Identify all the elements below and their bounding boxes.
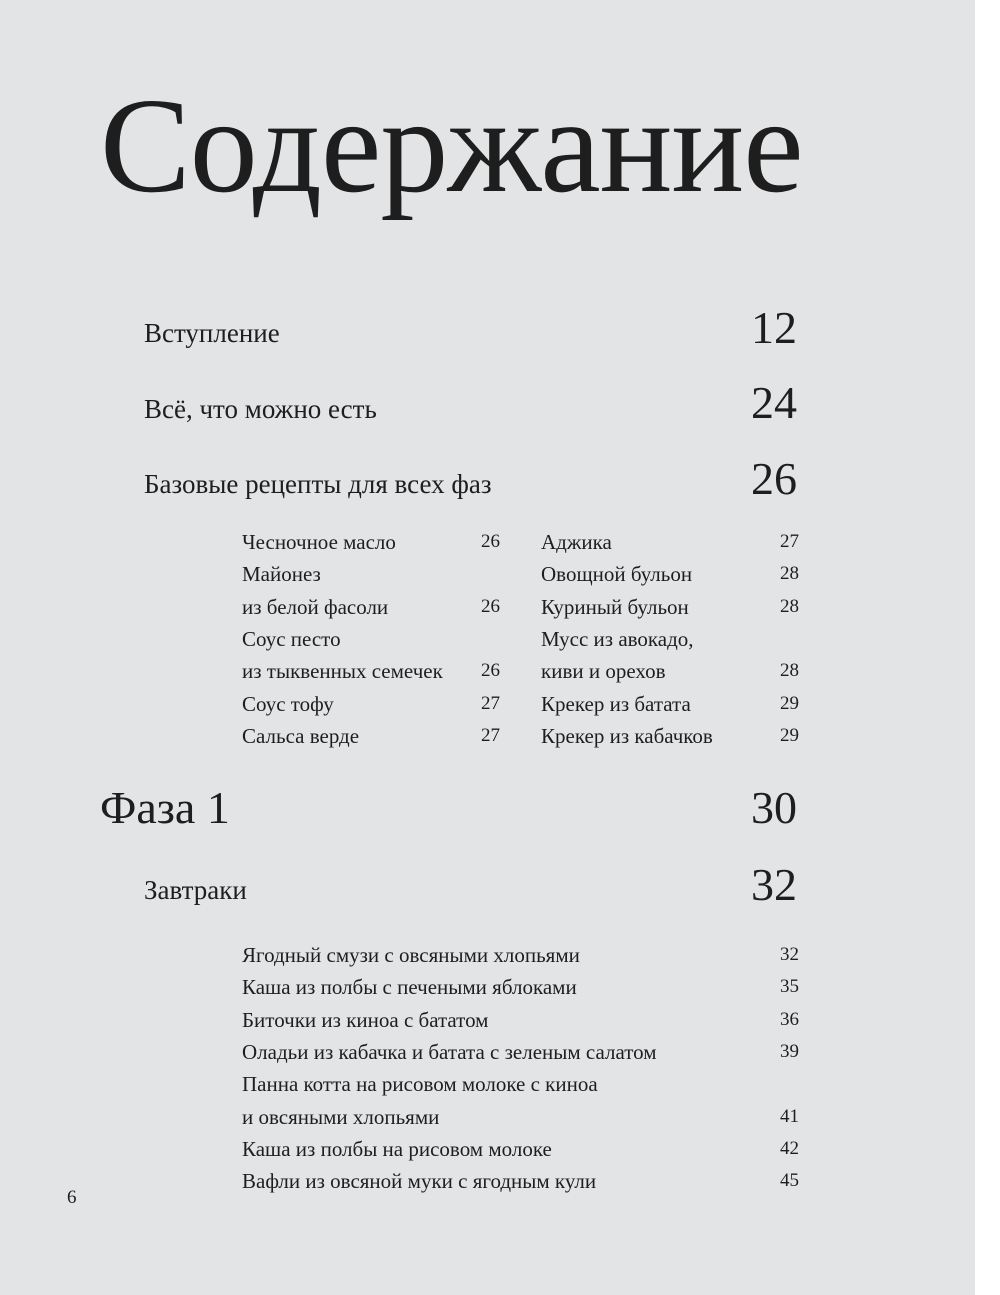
toc-entry-text[interactable]: Панна котта на рисовом молоке с киноа [242,1072,598,1097]
toc-entry-text[interactable]: Ягодный смузи с овсяными хлопьями [242,943,580,967]
toc-entry-page: 27 [481,692,500,714]
toc-entry-page: 26 [481,531,500,552]
toc-entry-page: 41 [780,1105,799,1127]
toc-entry-text[interactable]: и овсяными хлопьями [242,1104,440,1129]
page-title: Содержание [100,71,803,221]
toc-entry-text[interactable]: киви и орехов [541,659,666,684]
page-number: 6 [67,1187,77,1208]
toc-entry-page: 35 [780,976,799,998]
toc-section-breakfasts-page: 32 [751,859,797,910]
toc-entry-text[interactable]: Майонез [242,562,321,587]
toc-entry-text[interactable]: Каша из полбы с печеными яблоками [242,975,577,1000]
toc-entry-page: 32 [780,944,799,965]
toc-entry-page: 27 [481,724,500,746]
toc-entry-page: 26 [481,595,500,617]
toc-section-allowed-food[interactable]: Всё, что можно есть [144,394,377,424]
toc-section-allowed-food-page: 24 [751,377,797,428]
toc-entry-text[interactable]: Оладьи из кабачка и батата с зеленым салатом [242,1039,657,1064]
toc-phase-page: 30 [751,782,797,833]
toc-entry-page: 39 [780,1040,799,1062]
toc-entry-page: 26 [481,660,500,682]
toc-entry-page: 28 [780,595,799,617]
toc-entry-text[interactable]: из белой фасоли [242,594,389,619]
toc-section-basic-recipes[interactable]: Базовые рецепты для всех фаз [144,469,492,499]
toc-entry-page: 45 [780,1170,799,1192]
toc-entry-page: 42 [780,1137,799,1159]
toc-section-intro[interactable]: Вступление [144,318,280,348]
toc-entry-text[interactable]: Куриный бульон [541,594,689,619]
toc-entry-text[interactable]: Соус песто [242,626,341,651]
toc-entry-text[interactable]: Чесночное масло [242,530,396,554]
toc-entry-text[interactable]: Овощной бульон [541,562,693,587]
toc-entry-text[interactable]: Мусс из авокадо, [541,626,694,651]
toc-entry-page: 27 [780,531,799,552]
toc-entry-text[interactable]: Аджика [541,530,612,554]
toc-entry-text[interactable]: из тыквенных семечек [242,659,443,684]
toc-entry-page: 29 [780,692,799,714]
toc-entry-text[interactable]: Соус тофу [242,691,334,716]
toc-section-basic-recipes-page: 26 [751,453,797,504]
toc-entry-page: 28 [780,660,799,682]
toc-entry-page: 36 [780,1008,799,1030]
toc-entry-text[interactable]: Крекер из батата [541,691,691,716]
toc-section-breakfasts[interactable]: Завтраки [144,875,247,905]
toc-entry-text[interactable]: Сальса верде [242,723,360,748]
toc-section-intro-page: 12 [751,302,797,353]
toc-entry-text[interactable]: Крекер из кабачков [541,723,713,748]
toc-entry-page: 28 [780,563,799,585]
toc-entry-page: 29 [780,724,799,746]
toc-entry-text[interactable]: Вафли из овсяной муки с ягодным кули [242,1169,597,1194]
toc-entry-text[interactable]: Каша из полбы на рисовом молоке [242,1136,552,1161]
toc-entry-text[interactable]: Биточки из киноа с бататом [242,1007,489,1032]
toc-phase-title[interactable]: Фаза 1 [100,782,230,833]
